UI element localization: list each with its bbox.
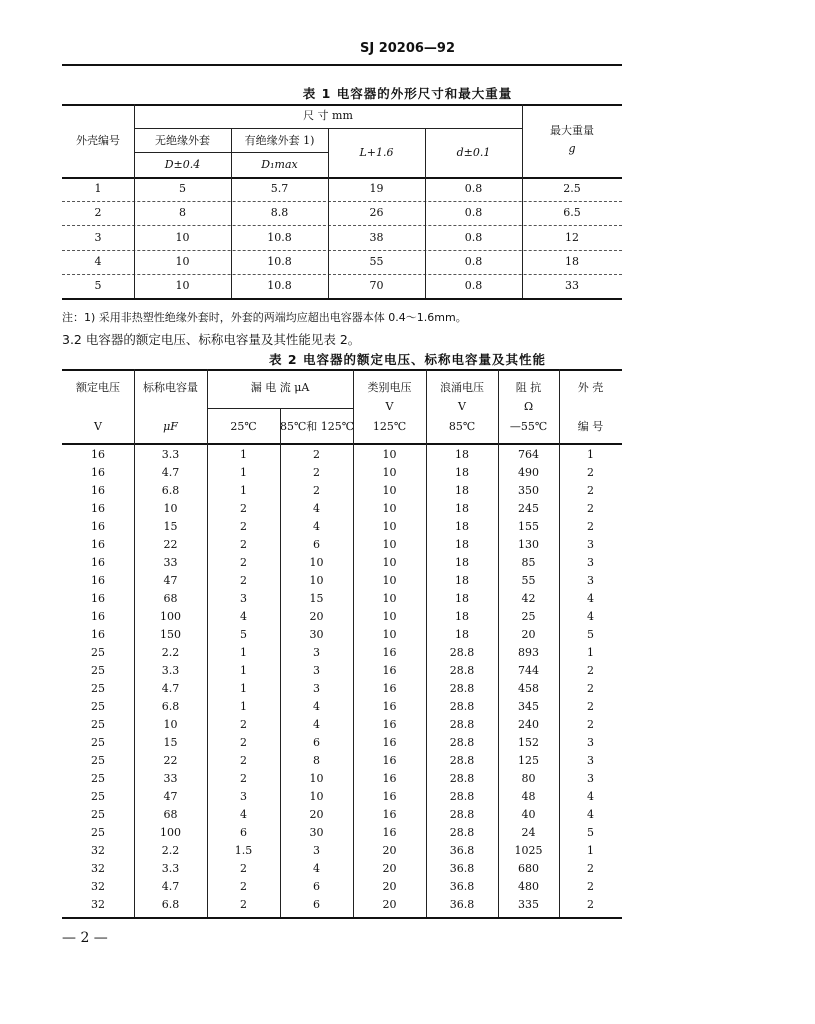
t2-cell: 18 bbox=[455, 610, 469, 623]
t2-cell: 2 bbox=[587, 484, 594, 497]
t2-cell: 5 bbox=[587, 826, 594, 839]
t2-cell: 20 bbox=[521, 628, 536, 641]
t1-max-weight: 最大重量 bbox=[550, 124, 594, 137]
t1-cell: 2 bbox=[94, 206, 102, 220]
t2-cell: 2 bbox=[587, 718, 594, 731]
t2-cell: 4.7 bbox=[161, 880, 180, 893]
t2-cell: 16 bbox=[382, 772, 397, 785]
t2-cell: 2 bbox=[240, 718, 247, 731]
t2-h-rated-v-unit: V bbox=[94, 420, 102, 433]
t2-cell: 10 bbox=[163, 502, 178, 515]
t2-cell: 3 bbox=[587, 538, 594, 551]
t2-cell: 345 bbox=[518, 700, 539, 713]
t2-cell: 3 bbox=[313, 682, 320, 695]
t1-dd-tol: d±0.1 bbox=[456, 146, 491, 159]
t2-cell: 6 bbox=[240, 826, 247, 839]
t2-cell: 10 bbox=[382, 466, 397, 479]
section-3-2-text: 3.2 电容器的额定电压、标称电容量及其性能见表 2。 bbox=[62, 332, 361, 347]
t2-cell: 4 bbox=[587, 610, 594, 623]
t2-cell: 2 bbox=[587, 862, 594, 875]
t2-cell: 2 bbox=[587, 898, 594, 911]
t2-cell: 6.8 bbox=[161, 700, 180, 713]
t2-cell: 28.8 bbox=[449, 700, 475, 713]
t2-h-cap: 标称电容量 bbox=[143, 381, 198, 394]
table2-caption: 表 2 电容器的额定电压、标称电容量及其性能 bbox=[269, 352, 546, 367]
t2-cell: 2 bbox=[587, 502, 594, 515]
t2-cell: 2 bbox=[240, 898, 247, 911]
t1-cell: 26 bbox=[369, 206, 384, 220]
t2-cell: 480 bbox=[518, 880, 539, 893]
t2-cell: 20 bbox=[309, 808, 324, 821]
t2-cell: 18 bbox=[455, 556, 469, 569]
t2-cell: 36.8 bbox=[449, 880, 475, 893]
table1-caption: 表 1 电容器的外形尺寸和最大重量 bbox=[302, 86, 513, 101]
t2-cell: 3 bbox=[313, 664, 320, 677]
t2-h-surge: 浪涌电压 bbox=[440, 381, 484, 394]
t2-cell: 680 bbox=[518, 862, 539, 875]
t1-with-insul: 有绝缘外套 1) bbox=[244, 134, 315, 147]
t1-weight-unit: g bbox=[568, 142, 576, 155]
t2-cell: 16 bbox=[382, 808, 397, 821]
t2-cell: 2 bbox=[587, 700, 594, 713]
t2-cell: 68 bbox=[163, 808, 178, 821]
t2-cell: 100 bbox=[160, 826, 181, 839]
t2-cell: 4.7 bbox=[161, 466, 180, 479]
t2-cell: 25 bbox=[91, 664, 105, 677]
t2-cell: 25 bbox=[91, 700, 105, 713]
t2-cell: 3 bbox=[587, 736, 594, 749]
t2-cell: 490 bbox=[518, 466, 539, 479]
t2-cell: 130 bbox=[518, 538, 539, 551]
t2-cell: 47 bbox=[163, 790, 178, 803]
t2-cell: 1 bbox=[587, 646, 594, 659]
t2-cell: 16 bbox=[382, 664, 397, 677]
t2-cell: 1025 bbox=[514, 844, 543, 857]
t2-cell: 2 bbox=[587, 466, 594, 479]
t2-cell: 3 bbox=[587, 574, 594, 587]
t2-cell: 2 bbox=[240, 502, 247, 515]
t1-cell: 4 bbox=[94, 254, 102, 268]
t2-cell: 1 bbox=[240, 484, 247, 497]
t2-cell: 10 bbox=[382, 520, 397, 533]
t1-cell: 8 bbox=[179, 206, 186, 220]
t1-cell: 0.8 bbox=[464, 230, 483, 244]
t2-h-rated-v: 额定电压 bbox=[76, 381, 120, 394]
t2-cell: 155 bbox=[518, 520, 539, 533]
t2-cell: 42 bbox=[521, 592, 536, 605]
t2-cell: 3.3 bbox=[161, 664, 180, 677]
t2-cell: 2 bbox=[240, 574, 247, 587]
t1-cell: 38 bbox=[369, 230, 384, 244]
t2-cell: 764 bbox=[518, 448, 539, 461]
t2-cell: 85 bbox=[521, 556, 536, 569]
t2-cell: 18 bbox=[455, 502, 469, 515]
t2-cell: 20 bbox=[382, 898, 397, 911]
t2-cell: 16 bbox=[91, 484, 105, 497]
t2-h-leak-25: 25℃ bbox=[230, 420, 257, 433]
t2-cell: 458 bbox=[518, 682, 539, 695]
t2-h-cat-v-temp: 125℃ bbox=[372, 420, 407, 433]
t2-cell: 4 bbox=[313, 700, 320, 713]
t2-cell: 22 bbox=[163, 754, 178, 767]
t2-cell: 15 bbox=[309, 592, 324, 605]
t2-cell: 3 bbox=[313, 646, 320, 659]
t2-cell: 6.8 bbox=[161, 484, 180, 497]
t2-cell: 4 bbox=[587, 592, 594, 605]
t2-cell: 30 bbox=[309, 628, 324, 641]
t1-cell: 10.8 bbox=[267, 230, 292, 244]
t1-d1max: D₁max bbox=[261, 158, 298, 171]
t2-cell: 2 bbox=[240, 736, 247, 749]
t2-cell: 28.8 bbox=[449, 772, 475, 785]
t2-cell: 18 bbox=[455, 538, 469, 551]
t2-cell: 15 bbox=[163, 520, 178, 533]
t2-cell: 4.7 bbox=[161, 682, 180, 695]
header-rule bbox=[62, 64, 622, 66]
t2-cell: 4 bbox=[313, 502, 320, 515]
t2-cell: 2 bbox=[240, 772, 247, 785]
t2-cell: 25 bbox=[91, 682, 105, 695]
t2-cell: 16 bbox=[91, 592, 105, 605]
t1-cell: 0.8 bbox=[464, 254, 483, 268]
t2-cell: 28.8 bbox=[449, 790, 475, 803]
t2-cell: 16 bbox=[91, 574, 105, 587]
t1-cell: 1 bbox=[94, 182, 102, 195]
t2-cell: 2 bbox=[587, 664, 594, 677]
t2-cell: 28.8 bbox=[449, 664, 475, 677]
t2-cell: 3 bbox=[313, 844, 320, 857]
t2-cell: 16 bbox=[382, 736, 397, 749]
t2-cell: 24 bbox=[521, 826, 536, 839]
t2-h-case2: 编 号 bbox=[577, 420, 604, 433]
t1-cell: 10 bbox=[175, 230, 190, 244]
t2-cell: 10 bbox=[382, 448, 397, 461]
t2-cell: 10 bbox=[382, 592, 397, 605]
t2-cell: 18 bbox=[455, 574, 469, 587]
t2-cell: 1 bbox=[240, 466, 247, 479]
t1-cell: 10.8 bbox=[267, 279, 292, 293]
t2-cell: 25 bbox=[91, 646, 105, 659]
t2-cell: 2 bbox=[587, 682, 594, 695]
t2-cell: 10 bbox=[309, 556, 324, 569]
t2-cell: 1 bbox=[240, 646, 247, 659]
t1-cell: 5 bbox=[179, 182, 186, 195]
t2-cell: 28.8 bbox=[449, 718, 475, 731]
t2-cell: 125 bbox=[518, 754, 539, 767]
t2-cell: 33 bbox=[163, 556, 178, 569]
t2-cell: 28.8 bbox=[449, 646, 475, 659]
t2-cell: 2 bbox=[240, 520, 247, 533]
t2-cell: 10 bbox=[382, 628, 397, 641]
t2-cell: 28.8 bbox=[449, 682, 475, 695]
t2-cell: 350 bbox=[518, 484, 539, 497]
t2-h-cat-v: 类别电压 bbox=[367, 381, 412, 394]
t2-cell: 6 bbox=[313, 736, 320, 749]
t2-cell: 80 bbox=[521, 772, 536, 785]
t2-h-cat-v-unit: V bbox=[385, 400, 394, 413]
t2-cell: 10 bbox=[309, 772, 324, 785]
t2-cell: 25 bbox=[91, 790, 105, 803]
t2-cell: 25 bbox=[91, 772, 105, 785]
t2-cell: 10 bbox=[382, 574, 397, 587]
t2-cell: 4 bbox=[240, 808, 247, 821]
t2-cell: 2 bbox=[587, 880, 594, 893]
t2-cell: 16 bbox=[382, 718, 397, 731]
t2-cell: 16 bbox=[91, 556, 105, 569]
t1-cell: 0.8 bbox=[464, 206, 483, 220]
t1-col-case: 外壳编号 bbox=[76, 134, 120, 147]
t2-cell: 16 bbox=[382, 700, 397, 713]
t2-cell: 240 bbox=[518, 718, 539, 731]
t1-cell: 6.5 bbox=[563, 206, 581, 220]
t2-cell: 1 bbox=[587, 844, 594, 857]
t2-cell: 4 bbox=[313, 520, 320, 533]
t2-cell: 16 bbox=[91, 502, 105, 515]
t2-cell: 2.2 bbox=[161, 646, 180, 659]
t2-h-imp-unit: Ω bbox=[523, 400, 534, 413]
t2-cell: 30 bbox=[309, 826, 324, 839]
t1-cell: 55 bbox=[369, 254, 384, 268]
t2-cell: 5 bbox=[240, 628, 247, 641]
t2-h-case: 外 壳 bbox=[577, 381, 604, 394]
t2-cell: 18 bbox=[455, 484, 469, 497]
t2-cell: 893 bbox=[518, 646, 539, 659]
t2-cell: 25 bbox=[91, 826, 105, 839]
t2-cell: 47 bbox=[163, 574, 178, 587]
t1-cell: 0.8 bbox=[464, 182, 483, 195]
t2-cell: 36.8 bbox=[449, 862, 475, 875]
t2-cell: 2 bbox=[240, 538, 247, 551]
t2-cell: 2 bbox=[313, 448, 320, 461]
t2-h-surge-temp: 85℃ bbox=[448, 420, 476, 433]
t2-cell: 10 bbox=[309, 790, 324, 803]
t2-cell: 33 bbox=[163, 772, 178, 785]
t2-cell: 4 bbox=[587, 790, 594, 803]
t2-cell: 20 bbox=[382, 880, 397, 893]
t2-cell: 18 bbox=[455, 520, 469, 533]
t2-cell: 28.8 bbox=[449, 736, 475, 749]
t2-cell: 25 bbox=[91, 736, 105, 749]
t2-cell: 20 bbox=[382, 844, 397, 857]
t2-cell: 245 bbox=[518, 502, 539, 515]
t2-cell: 16 bbox=[91, 538, 105, 551]
t2-cell: 3 bbox=[587, 772, 594, 785]
t1-cell: 33 bbox=[565, 279, 579, 293]
t2-cell: 32 bbox=[91, 844, 105, 857]
t2-cell: 152 bbox=[518, 736, 539, 749]
t2-cell: 22 bbox=[163, 538, 178, 551]
t2-cell: 36.8 bbox=[449, 898, 475, 911]
t2-cell: 150 bbox=[160, 628, 181, 641]
t2-cell: 8 bbox=[313, 754, 320, 767]
t1-cell: 5 bbox=[94, 279, 102, 293]
t1-cell: 10.8 bbox=[267, 254, 292, 268]
t2-cell: 16 bbox=[382, 790, 397, 803]
t1-cell: 70 bbox=[369, 279, 384, 293]
t2-cell: 18 bbox=[455, 592, 469, 605]
t2-cell: 4 bbox=[240, 610, 247, 623]
t2-cell: 18 bbox=[455, 628, 469, 641]
t2-cell: 3.3 bbox=[161, 448, 180, 461]
t2-cell: 1 bbox=[240, 664, 247, 677]
t2-h-surge-unit: V bbox=[458, 400, 466, 413]
t1-cell: 3 bbox=[94, 230, 102, 244]
t2-cell: 10 bbox=[382, 502, 397, 515]
t2-cell: 3 bbox=[240, 592, 247, 605]
t2-cell: 32 bbox=[91, 862, 105, 875]
t2-cell: 2 bbox=[240, 754, 247, 767]
t2-cell: 48 bbox=[521, 790, 536, 803]
t2-cell: 28.8 bbox=[449, 808, 475, 821]
t2-cell: 1 bbox=[240, 448, 247, 461]
t2-cell: 3.3 bbox=[161, 862, 180, 875]
t2-cell: 20 bbox=[382, 862, 397, 875]
t2-cell: 10 bbox=[163, 718, 178, 731]
t1-dim-group: 尺 寸 mm bbox=[303, 109, 353, 122]
t2-cell: 36.8 bbox=[449, 844, 475, 857]
t2-cell: 16 bbox=[91, 610, 105, 623]
t1-no-insul: 无绝缘外套 bbox=[155, 134, 210, 147]
t2-h-imp-temp: —55℃ bbox=[509, 420, 548, 433]
t2-h-cap-unit: μF bbox=[163, 420, 178, 433]
t2-cell: 10 bbox=[382, 538, 397, 551]
table1-note: 注：1) 采用非热塑性绝缘外套时，外套的两端均应超出电容器本体 0.4～1.6mm。 bbox=[62, 311, 467, 324]
t2-cell: 4 bbox=[313, 718, 320, 731]
t2-cell: 16 bbox=[91, 520, 105, 533]
t2-cell: 6 bbox=[313, 880, 320, 893]
t1-cell: 0.8 bbox=[464, 279, 483, 293]
t2-cell: 6.8 bbox=[161, 898, 180, 911]
t2-cell: 1.5 bbox=[234, 844, 253, 857]
t1-cell: 12 bbox=[565, 230, 579, 244]
t2-cell: 16 bbox=[382, 754, 397, 767]
t2-cell: 2 bbox=[313, 484, 320, 497]
t2-cell: 25 bbox=[91, 808, 105, 821]
t2-cell: 4 bbox=[587, 808, 594, 821]
t1-cell: 5.7 bbox=[270, 182, 289, 195]
t2-cell: 16 bbox=[91, 628, 105, 641]
t2-cell: 10 bbox=[382, 610, 397, 623]
t2-cell: 2 bbox=[240, 556, 247, 569]
t2-cell: 16 bbox=[91, 448, 105, 461]
t2-cell: 28.8 bbox=[449, 826, 475, 839]
t2-cell: 15 bbox=[163, 736, 178, 749]
t2-cell: 100 bbox=[160, 610, 181, 623]
t2-cell: 3 bbox=[240, 790, 247, 803]
t2-cell: 16 bbox=[382, 646, 397, 659]
t2-cell: 28.8 bbox=[449, 754, 475, 767]
t2-cell: 55 bbox=[521, 574, 536, 587]
t2-cell: 68 bbox=[163, 592, 178, 605]
t2-cell: 2.2 bbox=[161, 844, 180, 857]
t1-cell: 10 bbox=[175, 279, 190, 293]
t2-cell: 1 bbox=[240, 682, 247, 695]
document-code: SJ 20206—92 bbox=[359, 41, 456, 56]
t2-cell: 16 bbox=[91, 466, 105, 479]
t2-cell: 3 bbox=[587, 556, 594, 569]
t2-cell: 6 bbox=[313, 538, 320, 551]
t2-cell: 25 bbox=[521, 610, 536, 623]
t2-cell: 40 bbox=[521, 808, 536, 821]
t2-cell: 16 bbox=[382, 682, 397, 695]
t2-cell: 32 bbox=[91, 880, 105, 893]
t1-cell: 18 bbox=[565, 254, 579, 268]
t2-cell: 25 bbox=[91, 718, 105, 731]
t1-cell: 10 bbox=[175, 254, 190, 268]
t2-cell: 2 bbox=[313, 466, 320, 479]
t2-cell: 6 bbox=[313, 898, 320, 911]
t2-h-leak: 漏 电 流 μA bbox=[250, 381, 310, 394]
page-number: — 2 — bbox=[62, 930, 108, 946]
t1-cell: 2.5 bbox=[563, 182, 581, 195]
t2-cell: 1 bbox=[240, 700, 247, 713]
t1-l-tol: L+1.6 bbox=[359, 146, 394, 159]
t2-cell: 744 bbox=[518, 664, 539, 677]
t2-cell: 2 bbox=[240, 862, 247, 875]
t2-cell: 25 bbox=[91, 754, 105, 767]
t2-cell: 10 bbox=[309, 574, 324, 587]
t2-cell: 5 bbox=[587, 628, 594, 641]
t2-h-imp: 阻 抗 bbox=[515, 381, 542, 394]
t2-cell: 10 bbox=[382, 556, 397, 569]
t2-cell: 2 bbox=[587, 520, 594, 533]
t2-cell: 4 bbox=[313, 862, 320, 875]
t2-cell: 3 bbox=[587, 754, 594, 767]
t1-cell: 8.8 bbox=[270, 206, 289, 220]
t2-cell: 20 bbox=[309, 610, 324, 623]
t2-h-leak-85: 85℃和 125℃ bbox=[280, 420, 355, 433]
t1-cell: 19 bbox=[369, 182, 384, 195]
t2-cell: 2 bbox=[240, 880, 247, 893]
t2-cell: 335 bbox=[518, 898, 539, 911]
t2-cell: 10 bbox=[382, 484, 397, 497]
t2-cell: 18 bbox=[455, 466, 469, 479]
t2-cell: 1 bbox=[587, 448, 594, 461]
t1-d-tol: D±0.4 bbox=[164, 158, 201, 171]
t2-cell: 16 bbox=[382, 826, 397, 839]
t2-cell: 18 bbox=[455, 448, 469, 461]
t2-cell: 32 bbox=[91, 898, 105, 911]
